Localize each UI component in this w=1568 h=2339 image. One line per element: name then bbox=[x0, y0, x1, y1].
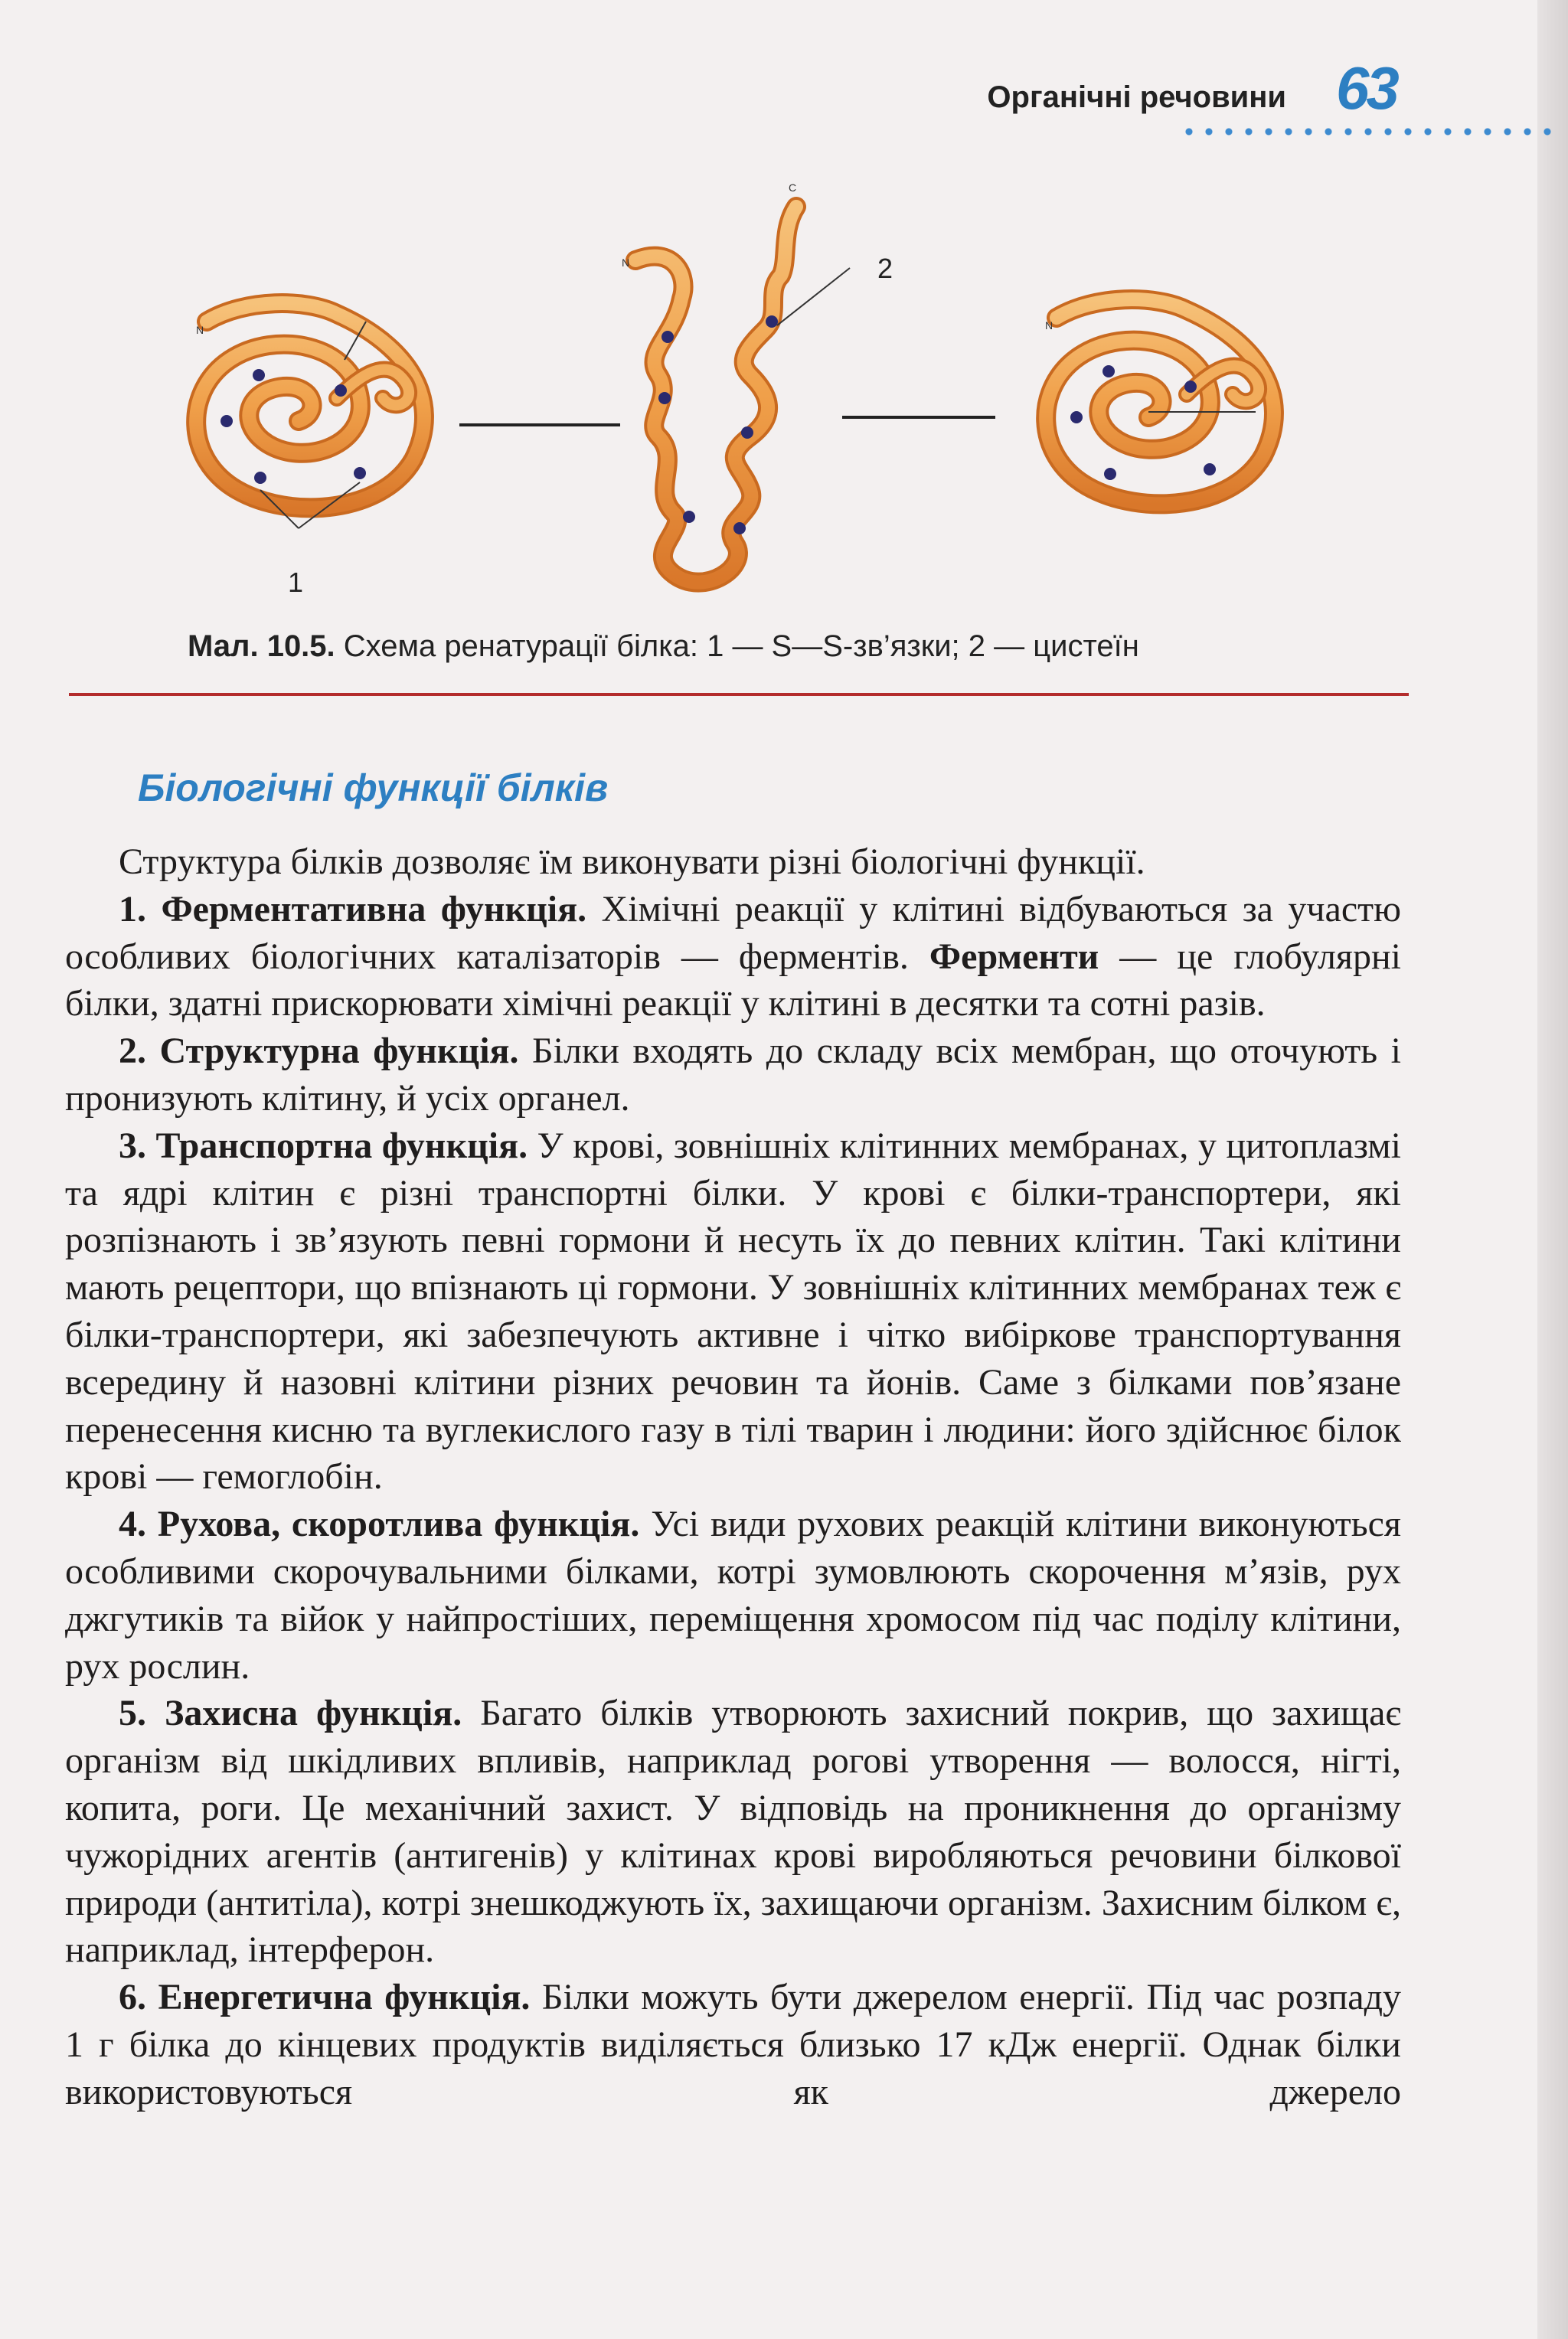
section-divider bbox=[69, 693, 1409, 696]
caption-text: Схема ренатурації білка: 1 — S—S-зв’язки; 2 — цистеїн bbox=[335, 629, 1139, 663]
dotted-rule bbox=[1179, 126, 1554, 137]
svg-text:C: C bbox=[789, 181, 797, 194]
folded-protein-left bbox=[196, 303, 424, 528]
svg-text:N: N bbox=[622, 256, 630, 269]
paragraph-energy bbox=[65, 1974, 1401, 2115]
page-number: 63 bbox=[1336, 54, 1396, 122]
paragraph-lead: 2. Структурна функція. bbox=[119, 1031, 519, 1072]
paragraph-lead: 1. Ферментативна функція. bbox=[119, 888, 587, 929]
paragraph-text: Білки можуть бути джерелом енергії. Під час розпаду 1 г білка до кінцевих продуктів виділяється близько 17 кДж енергії. Однак білки використовуються як джерело bbox=[65, 1977, 1402, 2112]
paragraph-motor bbox=[65, 1501, 1401, 1690]
paragraph-lead: 3. Транспортна функція. bbox=[119, 1125, 528, 1166]
caption-number: Мал. 10.5. bbox=[188, 629, 335, 663]
figure-label-2: 2 bbox=[877, 253, 893, 284]
page-edge bbox=[1537, 0, 1568, 2339]
paragraph-lead: 5. Захисна функція. bbox=[119, 1693, 462, 1734]
unfolded-chain bbox=[622, 181, 850, 583]
paragraph-structural bbox=[65, 1027, 1401, 1122]
paragraph-text: Структура білків дозволяє їм виконувати різні біологічні функції. bbox=[119, 841, 1145, 882]
paragraph-lead: 6. Енергетична функція. bbox=[119, 1977, 531, 2018]
folded-protein-right bbox=[1045, 299, 1274, 504]
paragraph-text: Багато білків утворюють захисний покрив, що захищає організм від шкідливих впливів, наприклад рогові утворення — волосся, нігті, копита, роги. Це механічний захист. У відповідь на проникнення до організму чужорідних агентів (антигенів) у клітинах крові виробляються речовини білкової природи (антитіла), котрі знешкоджують їх, захищаючи організм. Захисним білком є, наприклад, інтерферон. bbox=[65, 1693, 1401, 1971]
paragraph-lead: 4. Рухова, скоротлива функція. bbox=[119, 1504, 640, 1545]
paragraph-text: Усі види рухових реакцій клітини виконуються особливими скорочувальними білками, котрі зумовлюють скорочення м’язів, рух джгутиків та війок у найпростіших, переміщення хромосом під час поділу клітини, рух рослин. bbox=[65, 1504, 1402, 1687]
paragraph-transport bbox=[65, 1122, 1401, 1501]
paragraph-text: — це глобулярні білки, здатні прискорювати хімічні реакції у клітині в десятки та сотні разів. bbox=[65, 936, 1401, 1024]
body-text bbox=[65, 838, 1401, 2116]
svg-text:N: N bbox=[1045, 319, 1054, 332]
svg-text:N: N bbox=[196, 324, 204, 336]
paragraph-intro bbox=[65, 838, 1401, 886]
paragraph-protective bbox=[65, 1690, 1401, 1974]
paragraph-text: Хімічні реакції у клітині відбуваються за участю особливих біологічних каталізаторів — ферментів. bbox=[65, 888, 1401, 977]
paragraph-text: Білки входять до складу всіх мембран, що оточують і пронизують клітину, й усіх органел. bbox=[65, 1031, 1402, 1119]
figure-caption bbox=[188, 629, 1413, 664]
paragraph-text: У крові, зовнішніх клітинних мембранах, у цитоплазмі та ядрі клітин є різні транспортні білки. У крові є білки-транспортери, які розпізнають і зв’язують певні гормони й несуть їх до певних клітин. Такі клітини мають рецептори, що впізнають ці гормони. У зовнішніх клітинних мембранах теж є білки-транспортери, які забезпечують активне і чітко вибіркове транспортування всередину й назовні клітини різних речовин та йонів. Саме з білками пов’язане перенесення кисню та вуглекислого газу в тілі тварин і людини: його здійснює білок крові — гемоглобін. bbox=[65, 1125, 1402, 1498]
term-enzymes: Ферменти bbox=[929, 936, 1099, 977]
paragraph-enzymatic bbox=[65, 886, 1401, 1027]
figure-label-1: 1 bbox=[288, 567, 304, 598]
section-heading: Біологічні функції білків bbox=[138, 766, 609, 809]
running-title: Органічні речовини bbox=[987, 80, 1286, 114]
protein-renaturation-figure bbox=[153, 168, 1332, 613]
